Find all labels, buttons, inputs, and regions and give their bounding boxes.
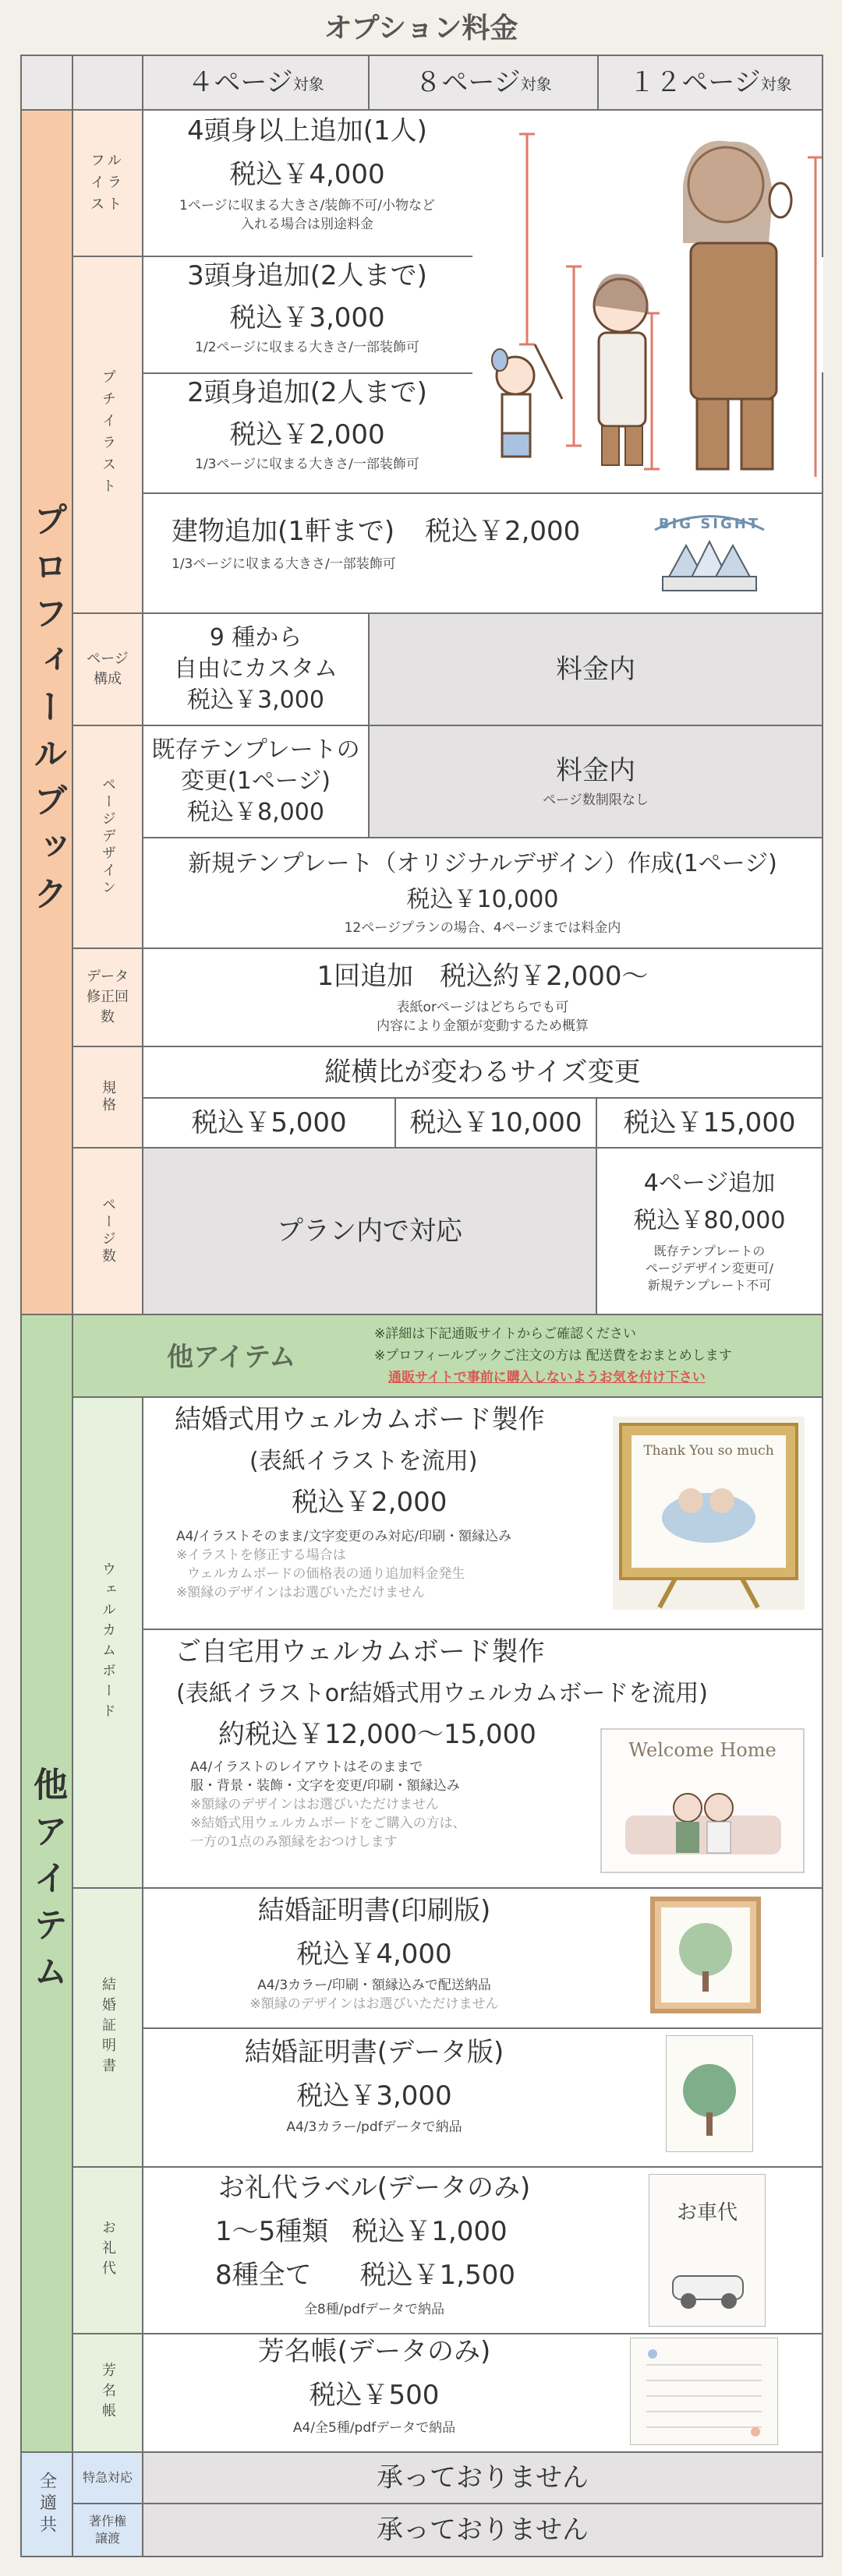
page-structure-text2: 自由にカスタム: [174, 655, 338, 683]
header-4pages-label: ４ページ: [187, 67, 293, 98]
petit-illust-label-cell: [72, 256, 143, 614]
wb2-note2: 服・背景・装飾・文字を変更/印刷・額縁込み: [190, 1778, 460, 1794]
page-design-text1: 既存テンプレートの: [151, 736, 360, 764]
wb2-note3: ※額縁のデザインはお選びいただけません: [190, 1797, 440, 1812]
wb2-name: ご自宅用ウェルカムボード製作: [175, 1636, 545, 1667]
wb2-sub: (表紙イラストor結婚式用ウェルカムボードを流用): [176, 1680, 708, 1707]
thanks-note: 全8種/pdfデータで納品: [303, 2302, 445, 2317]
page-design-included: 料金内: [556, 755, 635, 786]
page-structure-label-cell: [72, 612, 143, 726]
page-structure-cell: [142, 612, 370, 726]
page-title: オプション料金: [324, 12, 518, 44]
page-design-new-cell: [142, 837, 823, 949]
format-label-cell: [72, 1046, 143, 1149]
wb1-note3: ウェルカムボードの価格表の通り追加料金発生: [187, 1566, 465, 1582]
wb1-image: [613, 1417, 805, 1610]
cert2-content: [156, 2035, 593, 2137]
thanks-label: お礼代: [100, 2220, 116, 2281]
cert1-name: 結婚証明書(印刷版): [257, 1895, 491, 1926]
cert1-note2: ※額縁のデザインはお選びいただけません: [249, 1996, 499, 2012]
petit-item2-price: 税込￥2,000: [229, 419, 385, 450]
copyright-value: 承っておりません: [377, 2514, 589, 2546]
header-suffix: 対象: [760, 74, 792, 94]
page-count-add-cell: [596, 1147, 823, 1315]
page-structure-included-cell: [368, 612, 823, 726]
page-design-label: ページデザイン: [100, 777, 116, 897]
page-count-note1: 既存テンプレートの: [653, 1244, 766, 1258]
page-count-note3: 新規テンプレート不可: [647, 1278, 772, 1293]
petit-item3-note: 1/3ページに収まる大きさ/一部装飾可: [172, 556, 396, 572]
full-illust-note1: 1ページに収まる大きさ/装飾不可/小物など: [179, 198, 435, 213]
cert1-content: [156, 1893, 593, 2013]
wb1-image-text: Thank You so much: [643, 1443, 774, 1459]
copyright-value-cell: [142, 2503, 823, 2557]
certificate-data-icon: [667, 2036, 752, 2151]
data-fix-label: データ修正回数: [87, 969, 129, 1025]
guest-content: [156, 2334, 593, 2437]
profile-book-label: プロフィールブック: [27, 502, 67, 923]
thanks-name: お礼代ラベル(データのみ): [218, 2172, 531, 2204]
format-price2-cell: [394, 1097, 597, 1149]
page-design-included-note: ページ数制限なし: [543, 792, 649, 808]
cert2-name: 結婚証明書(データ版): [244, 2037, 504, 2068]
guest-image: [630, 2338, 778, 2445]
thanks-line1b: 税込￥1,000: [352, 2216, 508, 2247]
guest-label: 芳名帳: [100, 2363, 116, 2423]
full-illust-label-cell: [72, 109, 143, 257]
wb1-content: [156, 1403, 593, 1602]
page-design-new-note: 12ページプランの場合、4ページまでは料金内: [344, 920, 621, 936]
data-fix-cell: [142, 947, 823, 1047]
big-sight-illustration: [632, 499, 787, 600]
cert1-price: 税込￥4,000: [296, 1939, 452, 1970]
full-illust-label: フルイラスト: [90, 153, 125, 213]
big-sight-text: BIG SIGHT: [658, 516, 761, 532]
thanks-line2a: 8種全て: [215, 2260, 312, 2291]
data-fix-name: 1回追加 税込約￥2,000〜: [317, 961, 649, 992]
profile-book-section-label: [20, 109, 73, 1315]
cert-label-cell: [72, 1887, 143, 2168]
page-design-template-cell: [142, 725, 370, 838]
page-structure-included: 料金内: [556, 654, 635, 685]
thanks-label-cell: [72, 2166, 143, 2334]
big-sight-icon: [632, 499, 787, 600]
petit-item3-name: 建物追加(1軒まで): [172, 516, 395, 547]
figures-illustration: [472, 111, 822, 491]
cert2-image: [666, 2035, 753, 2152]
petit-item1-price: 税込￥3,000: [229, 302, 385, 333]
petit-item2-content: [143, 376, 471, 474]
petit-item1-content: [143, 259, 471, 357]
other-items-section-label: [20, 1314, 73, 2453]
page-count-price: 税込￥80,000: [633, 1207, 786, 1234]
header-suffix: 対象: [292, 74, 324, 94]
common-label: 全適共: [37, 2472, 57, 2537]
wb2-image: [600, 1728, 805, 1873]
format-price3-cell: [596, 1097, 823, 1149]
petit-item1-name: 3頭身追加(2人まで): [187, 260, 427, 291]
thanks-content: [156, 2171, 593, 2319]
header-corner-2: [72, 55, 143, 111]
wb2-note4: ※結婚式用ウェルカムボードをご購入の方は、: [190, 1816, 466, 1831]
petit-item2-note: 1/3ページに収まる大きさ/一部装飾可: [195, 457, 419, 472]
banner-note1: ※詳細は下記通販サイトからご確認ください: [374, 1326, 637, 1342]
other-items-banner-title: 他アイテム: [167, 1342, 296, 1373]
header-4pages: [142, 55, 370, 111]
data-fix-note1: 表紙orページはどちらでも可: [396, 1000, 569, 1015]
guest-label-cell: [72, 2333, 143, 2453]
wb1-name: 結婚式用ウェルカムボード製作: [175, 1404, 545, 1435]
copyright-label: 著作権譲渡: [88, 2514, 126, 2546]
format-price3: 税込￥15,000: [623, 1107, 796, 1138]
cert2-note1: A4/3カラー/pdfデータで納品: [286, 2119, 462, 2135]
thanks-line1a: 1〜5種類: [215, 2216, 329, 2247]
wb1-price: 税込￥2,000: [292, 1487, 448, 1518]
express-label: 特急対応: [82, 2470, 133, 2485]
guest-book-icon: [631, 2338, 777, 2444]
page-design-text2: 変更(1ページ): [181, 768, 331, 795]
guest-note: A4/全5種/pdfデータで納品: [292, 2420, 456, 2436]
full-illust-price: 税込￥4,000: [229, 159, 385, 190]
cert1-image: [650, 1897, 761, 2013]
format-name-cell: [142, 1046, 823, 1099]
cert1-note1: A4/3カラー/印刷・額縁込みで配送納品: [257, 1978, 491, 1993]
wb1-sub: (表紙イラストを流用): [249, 1448, 478, 1475]
petit-item1-note: 1/2ページに収まる大きさ/一部装飾可: [195, 340, 419, 355]
certificate-tree-icon: [655, 1901, 756, 2009]
page-design-label-cell: [72, 725, 143, 949]
full-illust-content: [143, 114, 471, 234]
wb1-note4: ※額縁のデザインはお選びいただけません: [176, 1585, 426, 1600]
wb2-image-text: Welcome Home: [628, 1739, 777, 1761]
petit-illust-label: プチイラスト: [100, 369, 116, 500]
page-structure-label: ページ構成: [87, 651, 129, 687]
wb1-note1: A4/イラストそのまま/文字変更のみ対応/印刷・額縁込み: [176, 1529, 512, 1544]
wb1-note2: ※イラストを修正する場合は: [176, 1547, 346, 1563]
header-12pages: [597, 55, 823, 111]
common-section-label: [20, 2451, 73, 2557]
header-corner: [20, 55, 73, 111]
other-items-banner: [72, 1314, 823, 1398]
welcome-home-couple-icon: [602, 1769, 803, 1870]
copyright-label-cell: [72, 2503, 143, 2557]
page-count-name: 4ページ追加: [643, 1170, 776, 1197]
header-suffix: 対象: [520, 74, 552, 94]
thanks-line2b: 税込￥1,500: [359, 2260, 515, 2291]
petit-item2-name: 2頭身追加(2人まで): [187, 377, 427, 408]
header-12pages-label: １２ページ: [628, 67, 761, 98]
page-count-note2: ページデザイン変更可/: [646, 1261, 773, 1276]
page-structure-text1: 9 種から: [209, 624, 302, 651]
guest-name: 芳名帳(データのみ): [257, 2336, 491, 2367]
other-items-label: 他アイテム: [27, 1766, 67, 2000]
full-illust-name: 4頭身以上追加(1人): [187, 115, 427, 146]
express-value-cell: [142, 2451, 823, 2504]
cert2-price: 税込￥3,000: [296, 2080, 452, 2112]
page-count-label: ページ数: [100, 1197, 116, 1265]
petit-item3-content: [172, 514, 639, 573]
other-items-banner-notes: [374, 1323, 732, 1389]
page-count-plan-cell: [142, 1147, 597, 1315]
header-8pages-label: ８ページ: [415, 67, 521, 98]
express-label-cell: [72, 2451, 143, 2504]
format-label: 規格: [100, 1080, 116, 1114]
format-name: 縦横比が変わるサイズ変更: [324, 1057, 641, 1088]
cert-label: 結婚証明書: [100, 1977, 116, 2078]
petit-item3-price: 税込￥2,000: [424, 516, 581, 547]
thanks-image: [649, 2174, 766, 2327]
express-value: 承っておりません: [377, 2462, 589, 2493]
full-illust-note2: 入れる場合は別途料金: [241, 217, 373, 232]
data-fix-label-cell: [72, 947, 143, 1047]
page-structure-price: 税込￥3,000: [187, 686, 324, 714]
guest-price: 税込￥500: [309, 2380, 440, 2411]
data-fix-note2: 内容により金額が変動するため概算: [377, 1018, 589, 1034]
car-icon: [657, 2245, 759, 2315]
thanks-image-text: お車代: [676, 2201, 738, 2225]
page-design-new-price: 税込￥10,000: [406, 886, 559, 913]
page-design-price: 税込￥8,000: [187, 799, 324, 826]
banner-note3: 通販サイトで事前に購入しないようお気を付け下さい: [388, 1370, 706, 1385]
page-design-included-cell: [368, 725, 823, 838]
illustration-panel: [472, 111, 822, 491]
format-price1-cell: [142, 1097, 396, 1149]
page-count-plan-text: プラン内で対応: [277, 1216, 462, 1247]
welcome-label: ウェルカムボード: [100, 1561, 116, 1724]
format-price1: 税込￥5,000: [191, 1107, 347, 1138]
page-design-new-name: 新規テンプレート（オリジナルデザイン）作成(1ページ): [188, 850, 777, 877]
format-price2: 税込￥10,000: [409, 1107, 582, 1138]
page-count-label-cell: [72, 1147, 143, 1315]
welcome-label-cell: [72, 1396, 143, 1889]
wb2-note1: A4/イラストのレイアウトはそのままで: [190, 1759, 423, 1775]
wb2-price: 約税込￥12,000〜15,000: [218, 1719, 536, 1750]
header-8pages: [368, 55, 599, 111]
wb2-note5: 一方の1点のみ額縁をおつけします: [190, 1834, 398, 1850]
banner-note2: ※プロフィールブックご注文の方は 配送費をおまとめします: [374, 1348, 732, 1364]
